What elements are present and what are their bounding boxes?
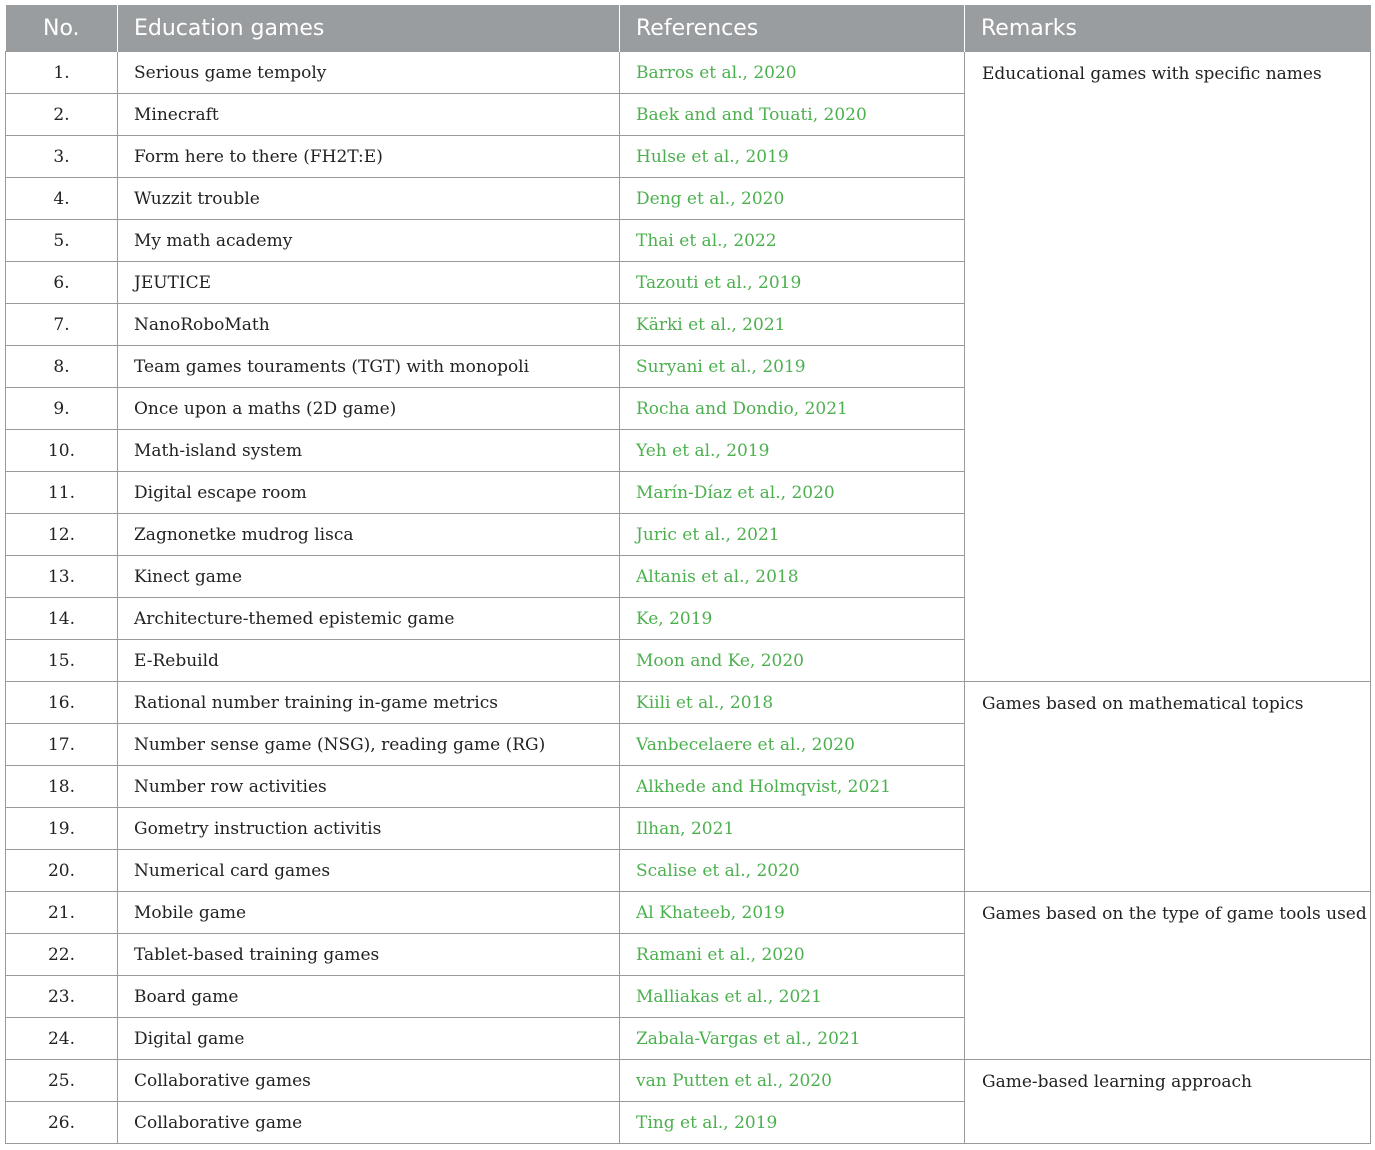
row-number: 2. xyxy=(6,94,118,136)
row-number: 9. xyxy=(6,388,118,430)
education-game-name: Zagnonetke mudrog lisca xyxy=(118,514,620,556)
header-education-games xyxy=(118,5,620,52)
header-row xyxy=(6,5,1371,52)
education-game-name: Number sense game (NSG), reading game (RG) xyxy=(118,724,620,766)
row-number: 16. xyxy=(6,682,118,724)
reference-link[interactable]: Kiili et al., 2018 xyxy=(620,682,965,724)
table-body xyxy=(6,52,1371,1144)
reference-link[interactable]: Hulse et al., 2019 xyxy=(620,136,965,178)
remarks-group: Games based on mathematical topics xyxy=(965,682,1371,892)
reference-link[interactable]: Malliakas et al., 2021 xyxy=(620,976,965,1018)
education-game-name: Digital game xyxy=(118,1018,620,1060)
education-game-name: Kinect game xyxy=(118,556,620,598)
education-game-name: Form here to there (FH2T:E) xyxy=(118,136,620,178)
row-number: 1. xyxy=(6,52,118,94)
reference-link[interactable]: Zabala-Vargas et al., 2021 xyxy=(620,1018,965,1060)
reference-link[interactable]: Ting et al., 2019 xyxy=(620,1102,965,1144)
education-game-name: Number row activities xyxy=(118,766,620,808)
row-number: 15. xyxy=(6,640,118,682)
reference-link[interactable]: Ilhan, 2021 xyxy=(620,808,965,850)
reference-link[interactable]: Ramani et al., 2020 xyxy=(620,934,965,976)
education-game-name: JEUTICE xyxy=(118,262,620,304)
reference-link[interactable]: Alkhede and Holmqvist, 2021 xyxy=(620,766,965,808)
education-game-name: Wuzzit trouble xyxy=(118,178,620,220)
row-number: 5. xyxy=(6,220,118,262)
header-no xyxy=(6,5,118,52)
education-games-table-container xyxy=(5,5,1370,1144)
row-number: 14. xyxy=(6,598,118,640)
education-game-name: E-Rebuild xyxy=(118,640,620,682)
reference-link[interactable]: Kärki et al., 2021 xyxy=(620,304,965,346)
row-number: 10. xyxy=(6,430,118,472)
header-no-label: No. xyxy=(42,15,80,41)
row-number: 23. xyxy=(6,976,118,1018)
education-game-name: NanoRoboMath xyxy=(118,304,620,346)
row-number: 11. xyxy=(6,472,118,514)
row-number: 22. xyxy=(6,934,118,976)
reference-link[interactable]: Yeh et al., 2019 xyxy=(620,430,965,472)
education-game-name: Gometry instruction activitis xyxy=(118,808,620,850)
reference-link[interactable]: Moon and Ke, 2020 xyxy=(620,640,965,682)
reference-link[interactable]: Altanis et al., 2018 xyxy=(620,556,965,598)
row-number: 12. xyxy=(6,514,118,556)
reference-link[interactable]: Suryani et al., 2019 xyxy=(620,346,965,388)
row-number: 4. xyxy=(6,178,118,220)
education-game-name: My math academy xyxy=(118,220,620,262)
row-number: 20. xyxy=(6,850,118,892)
education-game-name: Serious game tempoly xyxy=(118,52,620,94)
row-number: 8. xyxy=(6,346,118,388)
reference-link[interactable]: Thai et al., 2022 xyxy=(620,220,965,262)
education-game-name: Once upon a maths (2D game) xyxy=(118,388,620,430)
row-number: 18. xyxy=(6,766,118,808)
education-game-name: Minecraft xyxy=(118,94,620,136)
table-row xyxy=(6,52,1371,94)
remarks-group: Educational games with specific names xyxy=(965,52,1371,682)
reference-link[interactable]: Baek and and Touati, 2020 xyxy=(620,94,965,136)
row-number: 7. xyxy=(6,304,118,346)
reference-link[interactable]: van Putten et al., 2020 xyxy=(620,1060,965,1102)
table-header xyxy=(6,5,1371,52)
education-game-name: Tablet-based training games xyxy=(118,934,620,976)
reference-link[interactable]: Vanbecelaere et al., 2020 xyxy=(620,724,965,766)
table-row xyxy=(6,1060,1371,1102)
row-number: 3. xyxy=(6,136,118,178)
education-game-name: Collaborative games xyxy=(118,1060,620,1102)
reference-link[interactable]: Barros et al., 2020 xyxy=(620,52,965,94)
header-remarks xyxy=(965,5,1371,52)
table-row xyxy=(6,682,1371,724)
education-game-name: Numerical card games xyxy=(118,850,620,892)
reference-link[interactable]: Ke, 2019 xyxy=(620,598,965,640)
row-number: 25. xyxy=(6,1060,118,1102)
reference-link[interactable]: Rocha and Dondio, 2021 xyxy=(620,388,965,430)
row-number: 17. xyxy=(6,724,118,766)
reference-link[interactable]: Al Khateeb, 2019 xyxy=(620,892,965,934)
education-game-name: Collaborative game xyxy=(118,1102,620,1144)
reference-link[interactable]: Marín-Díaz et al., 2020 xyxy=(620,472,965,514)
row-number: 26. xyxy=(6,1102,118,1144)
education-game-name: Board game xyxy=(118,976,620,1018)
header-education-games-label: Education games xyxy=(134,15,325,41)
remarks-group: Game-based learning approach xyxy=(965,1060,1371,1144)
header-remarks-label: Remarks xyxy=(981,15,1077,41)
education-game-name: Mobile game xyxy=(118,892,620,934)
reference-link[interactable]: Deng et al., 2020 xyxy=(620,178,965,220)
table-row xyxy=(6,892,1371,934)
reference-link[interactable]: Juric et al., 2021 xyxy=(620,514,965,556)
header-references-label: References xyxy=(636,15,759,41)
education-game-name: Math-island system xyxy=(118,430,620,472)
row-number: 13. xyxy=(6,556,118,598)
row-number: 6. xyxy=(6,262,118,304)
education-game-name: Digital escape room xyxy=(118,472,620,514)
reference-link[interactable]: Scalise et al., 2020 xyxy=(620,850,965,892)
row-number: 19. xyxy=(6,808,118,850)
header-references xyxy=(620,5,965,52)
education-game-name: Architecture-themed epistemic game xyxy=(118,598,620,640)
row-number: 21. xyxy=(6,892,118,934)
remarks-group: Games based on the type of game tools used xyxy=(965,892,1371,1060)
education-games-table xyxy=(5,5,1371,1144)
education-game-name: Rational number training in-game metrics xyxy=(118,682,620,724)
education-game-name: Team games touraments (TGT) with monopoli xyxy=(118,346,620,388)
row-number: 24. xyxy=(6,1018,118,1060)
reference-link[interactable]: Tazouti et al., 2019 xyxy=(620,262,965,304)
